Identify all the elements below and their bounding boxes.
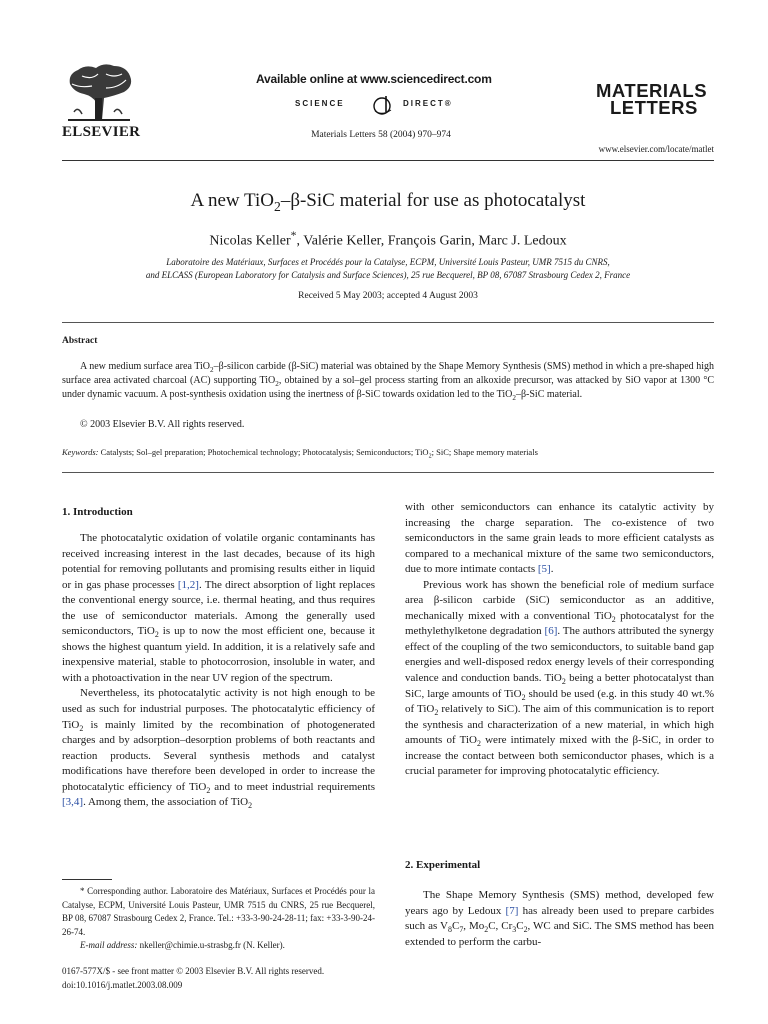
citation-link[interactable]: [3,4] bbox=[62, 796, 84, 809]
citation-link[interactable]: [7] bbox=[505, 904, 519, 917]
article-title: A new TiO$_2$–β-SiC material for use as photocatalyst bbox=[190, 190, 586, 214]
abstract-divider-top bbox=[62, 322, 714, 323]
keywords-divider bbox=[62, 472, 714, 473]
available-online-text: Available online at www.sciencedirect.com bbox=[256, 72, 492, 86]
section-heading-experimental: 2. Experimental bbox=[405, 859, 481, 871]
paragraph: Previous work has shown the beneficial role of medium surface area β-silicon carbide (SiC) semiconductor as an additive, mechanically mixed with a conventional TiO$_2$ photocatalyst for the methylethylketone degradation [6]. The authors attributed the synergy effect of the coupling of the two semiconductors, to suitable band gap energies and well-disposed redox energy levels of their corresponding valence and conduction bands. TiO$_2$ being a better photocatalyst than SiC, large amounts of TiO$_2$ should be used (e.g. in this study 40 wt.% of TiO$_2$ relatively to SiC). The aim of this communication is to report the synthesis and characterization of a new material, in which high amounts of TiO$_2$ were intimately mixed with the β-SiC, in order to increase the contact between both semiconductor phases, which is a crucial parameter for improving photocatalytic efficiency. bbox=[405, 578, 714, 778]
sciencedirect-right-text: DIRECT® bbox=[403, 99, 453, 108]
sciencedirect-d-icon bbox=[367, 94, 397, 116]
journal-logo-line2: LETTERS bbox=[610, 97, 698, 118]
corresponding-author-note: * Corresponding author. Laboratoire des Matériaux, Surfaces et Procédés pour la Catalyse, ECPM, Université Louis Pasteur, UMR 7515 du CNRS, 25 rue Becquerel, BP 08, 67087 Strasbourg Cedex 2, France. Tel.: +33-3-90-24-28-11; fax: +33-3-90-24-26-74. bbox=[62, 886, 375, 937]
publisher-name: ELSEVIER bbox=[62, 124, 141, 140]
header-divider bbox=[62, 160, 714, 161]
affiliation: Laboratoire des Matériaux, Surfaces et Procédés pour la Catalyse, ECPM, Université Louis Pasteur, UMR 7515 du CNRS, and ELCASS (European Laboratory for Catalysis and Surface Sciences), 25 rue Becquerel, BP 08, 67087 Strasbourg Cedex 2, France bbox=[145, 257, 631, 280]
footnote-divider bbox=[62, 879, 112, 880]
section-heading-introduction: 1. Introduction bbox=[62, 506, 133, 518]
keywords-label: Keywords: bbox=[62, 447, 99, 457]
right-column-text bbox=[405, 500, 714, 780]
received-dates: Received 5 May 2003; accepted 4 August 2003 bbox=[298, 291, 478, 301]
sciencedirect-left-text: SCIENCE bbox=[295, 99, 345, 108]
paragraph: with other semiconductors can enhance its catalytic activity by increasing the charge separation. The co-existence of two semiconductors in the same grain leads to more efficient catalysts as compared to a mechanical mixture of the same two semiconductors, due to more intimate contacts [5]. bbox=[405, 501, 714, 576]
left-column-text bbox=[62, 531, 375, 811]
right-column-text-continued bbox=[405, 888, 714, 950]
email-link[interactable]: nkeller@chimie.u-strasbg.fr (N. Keller). bbox=[137, 940, 285, 950]
email-note: E-mail address: nkeller@chimie.u-strasbg.fr (N. Keller). bbox=[80, 940, 285, 950]
doi-link[interactable]: doi:10.1016/j.matlet.2003.08.009 bbox=[62, 980, 183, 990]
paragraph: Nevertheless, its photocatalytic activity is not high enough to be used as such for industrial purposes. The photocatalytic efficiency of TiO$_2$ is mainly limited by the recombination of photogenerated charges and by adsorption–desorption problems of both reactants and reaction products. Several synthesis methods and catalyst modifications have therefore been developed in order to increase the photocatalytic efficiency of TiO$_2$ and to meet industrial requirements [3,4]. Among them, the association of TiO$_2$ bbox=[62, 687, 375, 811]
paragraph: The Shape Memory Synthesis (SMS) method, developed few years ago by Ledoux [7] has already been used to prepare carbides such as $V_8C_7$, $Mo_2C$, $Cr_3C_2$, WC and SiC. The SMS method has been extended to perform the carbu- bbox=[405, 889, 715, 948]
journal-url-link[interactable]: www.elsevier.com/locate/matlet bbox=[598, 144, 714, 154]
paragraph: The photocatalytic oxidation of volatile organic contaminants has received increasing interest in the last decades, because of its high potential for removing pollutants and promising results either in liquid or in gas phase processes [1,2]. The direct absorption of light replaces the conventional energy source, i.e. thermal heating, and thus requires the use of semiconductor materials. Among the generally used semiconductors, TiO$_2$ is up to now the most efficient one, because it shows the highest quantum yield. In addition, it is a relatively safe and inexpensive material, stable to photocorrosion, insoluble in water, and with a photoactivation in the near UV region of the spectrum. bbox=[62, 532, 375, 684]
abstract-text: A new medium surface area TiO$_2$–β-silicon carbide (β-SiC) material was obtained by the Shape Memory Synthesis (SMS) method in which a pre-shaped high surface area activated charcoal (AC) supporting TiO$_2$, obtained by a sol–gel process starting from an alkoxide precursor, was attacked by SiO vapor at 1300 °C under dynamic vacuum. A post-synthesis oxidation using the inertness of β-SiC towards oxidation led to the TiO$_2$–β-SiC material. bbox=[62, 361, 714, 402]
citation-link[interactable]: [1,2] bbox=[177, 578, 199, 591]
journal-logo-line1: MATERIALS bbox=[596, 80, 708, 101]
keywords: Keywords: Catalysts; Sol–gel preparation; Photochemical technology; Photocatalysis; Semiconductors; TiO$_2$; SiC; Shape memory materials bbox=[62, 447, 538, 460]
corresponding-author-link[interactable]: * bbox=[290, 229, 297, 242]
issn-line: 0167-577X/$ - see front matter © 2003 Elsevier B.V. All rights reserved. bbox=[62, 966, 325, 976]
journal-reference: Materials Letters 58 (2004) 970–974 bbox=[311, 130, 451, 140]
footnote bbox=[62, 885, 375, 953]
abstract-heading: Abstract bbox=[62, 336, 98, 346]
citation-link[interactable]: [5] bbox=[537, 563, 551, 576]
abstract-copyright: © 2003 Elsevier B.V. All rights reserved. bbox=[80, 419, 245, 430]
journal-logo bbox=[596, 82, 707, 116]
author-list: Nicolas Keller*, Valérie Keller, François Garin, Marc J. Ledoux bbox=[209, 229, 567, 249]
sciencedirect-logo bbox=[295, 94, 465, 116]
citation-link[interactable]: [6] bbox=[544, 625, 558, 638]
